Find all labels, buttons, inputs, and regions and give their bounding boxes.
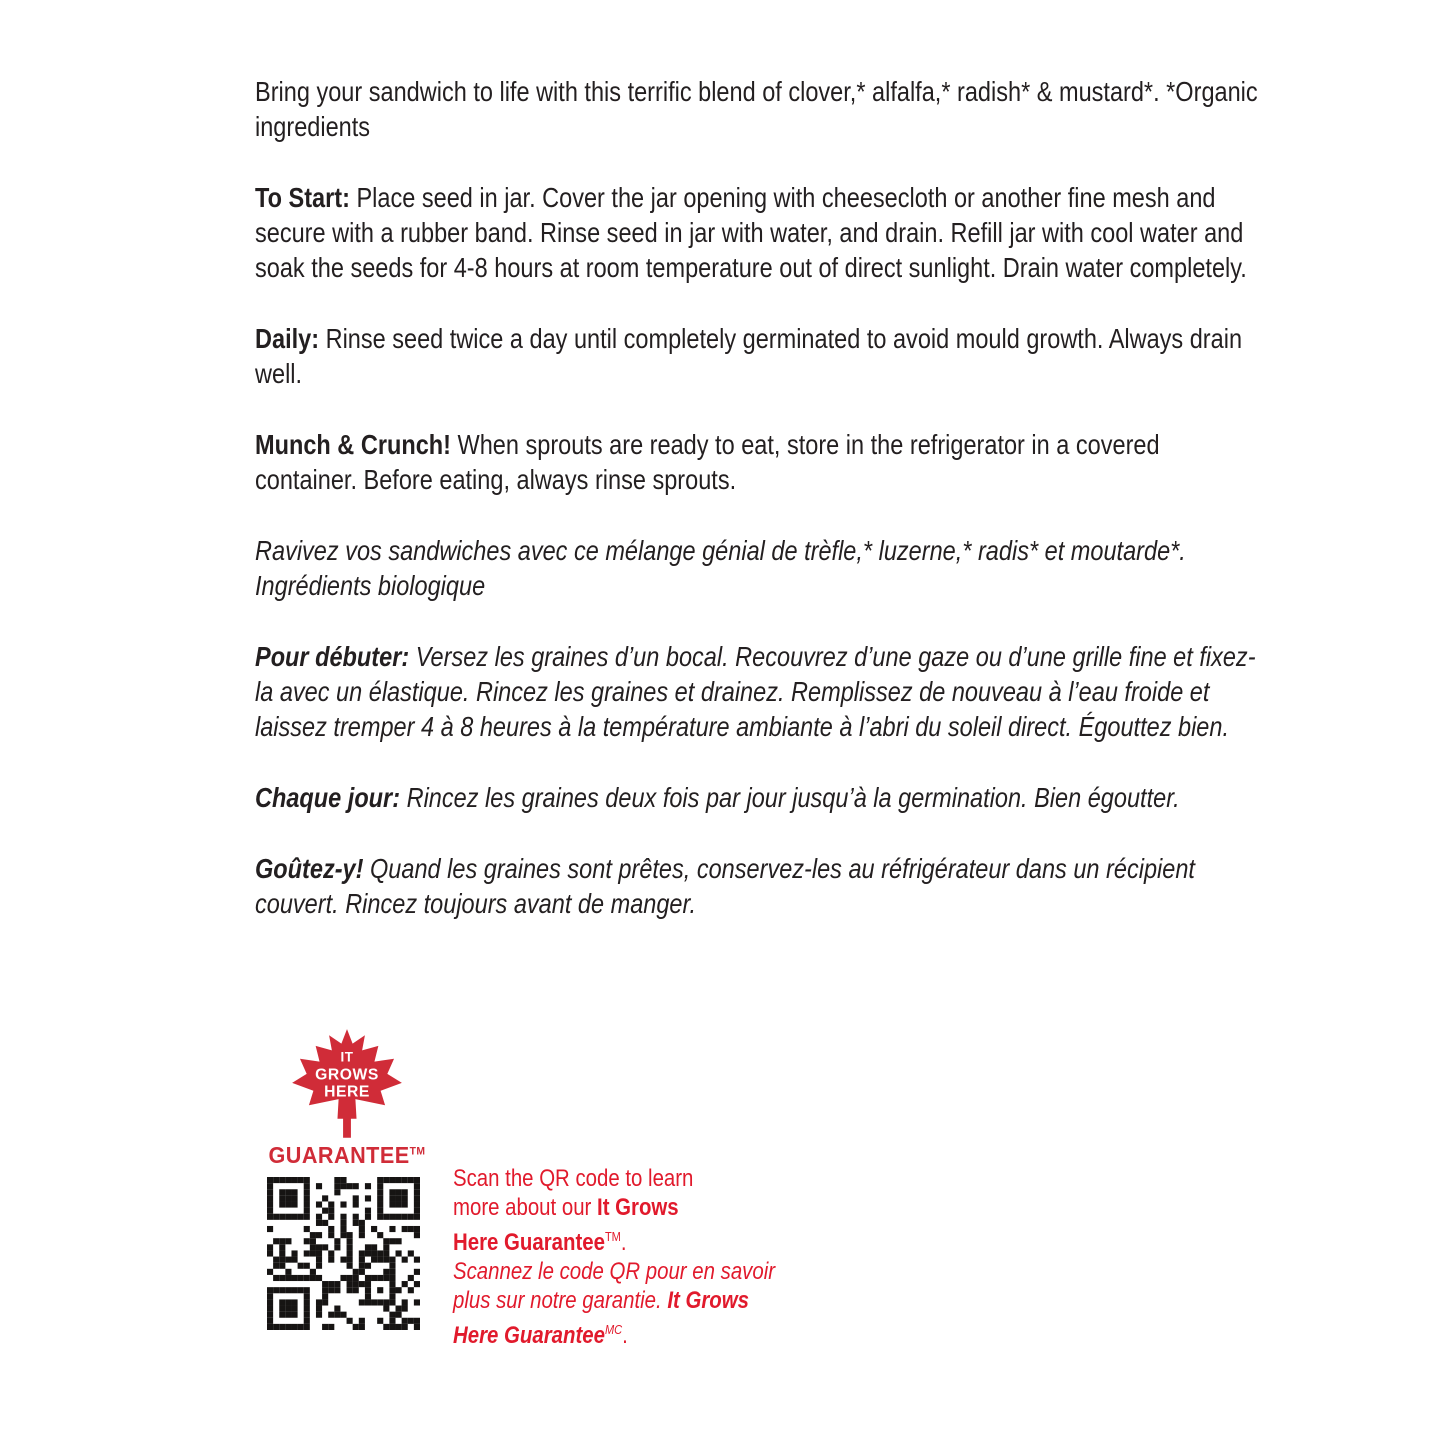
intro-en-text: Bring your sandwich to life with this terrific blend of clover,* alfalfa,* radish* & mustard*. *Organic ingredients <box>255 76 1258 142</box>
leaf-text-line2: GROWS <box>315 1066 379 1084</box>
paragraph-munch-crunch <box>255 427 1263 497</box>
pour-debuter-lead: Pour débuter: <box>255 641 410 672</box>
pour-debuter-body: Versez les graines d’un bocal. Recouvrez d’une gaze ou d’une grille fine et fixez-la avec un élastique. Rincez les graines et drainez. Remplissez de nouveau à l’eau froide et laissez tremper 4 à 8 heures à la température ambiante à l’abri du soleil direct. Égouttez bien. <box>255 641 1256 742</box>
qr-code <box>267 1177 420 1330</box>
paragraph-daily <box>255 321 1263 391</box>
paragraph-to-start <box>255 180 1263 285</box>
qr-scan-note <box>453 1164 819 1350</box>
qr-note-fr-line1: Scannez le code QR pour en savoir <box>453 1258 776 1285</box>
munch-crunch-body: When sprouts are ready to eat, store in the refrigerator in a covered container. Before eating, always rinse sprouts. <box>255 429 1160 495</box>
paragraph-goutez-y <box>255 851 1263 921</box>
chaque-jour-body: Rincez les graines deux fois par jour jusqu’à la germination. Bien égoutter. <box>406 782 1180 813</box>
chaque-jour-lead: Chaque jour: <box>255 782 401 813</box>
guarantee-label: GUARANTEE™ <box>268 1142 426 1168</box>
goutez-y-body: Quand les graines sont prêtes, conservez-les au réfrigérateur dans un récipient couvert. Rincez toujours avant de manger. <box>255 853 1195 919</box>
daily-lead: Daily: <box>255 323 320 354</box>
to-start-body: Place seed in jar. Cover the jar opening with cheesecloth or another fine mesh and secure with a rubber band. Rinse seed in jar with water, and drain. Refill jar with cool water and soak the seeds for 4-8 hours at room temperature out of direct sunlight. Drain water completely. <box>255 182 1247 283</box>
qr-note-en-line3: Here Guarantee™. <box>453 1229 627 1256</box>
intro-fr-text: Ravivez vos sandwiches avec ce mélange génial de trèfle,* luzerne,* radis* et moutarde*. Ingrédients biologique <box>255 535 1186 601</box>
qr-note-en-line1: Scan the QR code to learn <box>453 1165 694 1192</box>
qr-note-en-line2: more about our It Grows <box>453 1194 679 1221</box>
daily-body: Rinse seed twice a day until completely germinated to avoid mould growth. Always drain well. <box>255 323 1243 389</box>
paragraph-intro-fr <box>255 533 1263 603</box>
instructions-text <box>255 74 1263 957</box>
mc-superscript: MC <box>604 1322 623 1337</box>
paragraph-chaque-jour <box>255 780 1263 815</box>
leaf-text-line3: HERE <box>324 1083 370 1101</box>
maple-leaf-icon <box>281 1028 413 1140</box>
paragraph-intro-en <box>255 74 1263 144</box>
qr-note-fr-line3: Here Guarantee$^{MC}$. <box>453 1322 628 1349</box>
paragraph-pour-debuter <box>255 639 1263 744</box>
it-grows-here-guarantee-logo <box>247 1028 447 1169</box>
trademark-symbol: TM <box>409 1145 426 1158</box>
munch-crunch-lead: Munch & Crunch! <box>255 429 451 460</box>
leaf-text-line1: IT <box>340 1049 354 1065</box>
to-start-lead: To Start: <box>255 182 350 213</box>
goutez-y-lead: Goûtez-y! <box>255 853 364 884</box>
qr-note-fr-line2: plus sur notre garantie. It Grows <box>453 1287 749 1314</box>
tm-superscript: TM <box>604 1229 621 1244</box>
